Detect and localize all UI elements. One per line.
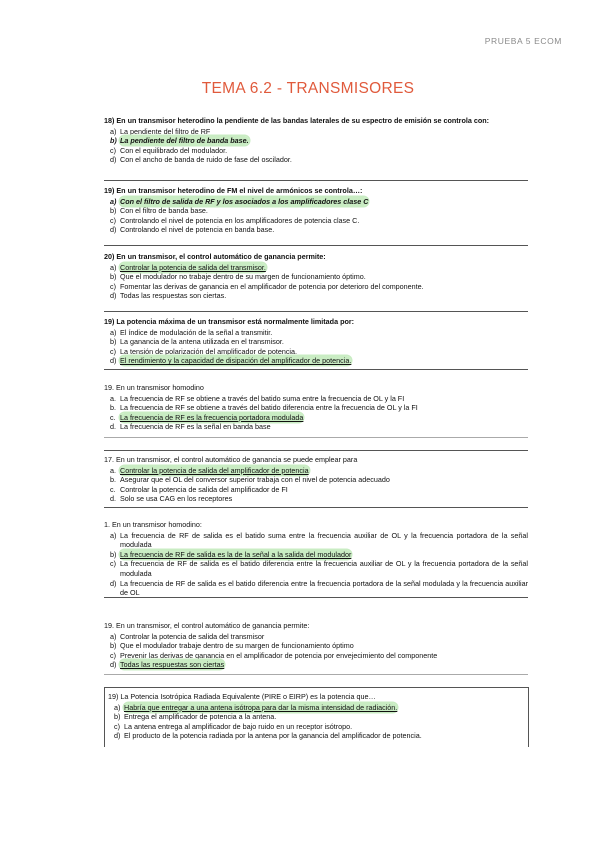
option-d: d) Con el ancho de banda de ruido de fase del oscilador. xyxy=(110,155,292,165)
question-block-9 xyxy=(108,692,524,741)
question-text: 17. En un transmisor, el control automático de ganancia se puede emplear para xyxy=(104,455,358,464)
block-divider xyxy=(104,687,528,688)
option-a-answer: a) Con el filtro de salida de RF y los asociados a los amplificadores clase C xyxy=(110,196,369,206)
option-d: d) La frecuencia de RF de salida es el batido diferencia entre la frecuencia portadora de la señal modulada y la frecuencia auxiliar de OL xyxy=(110,578,528,598)
option-b: b) Con el filtro de banda base. xyxy=(110,206,208,216)
option-a: a) El índice de modulación de la señal a transmitir. xyxy=(110,327,273,337)
option-c: c) La antena entrega al amplificador de bajo ruido en un receptor isótropo. xyxy=(114,721,353,731)
option-a-answer: a) Controlar la potencia de salida del transmisor. xyxy=(110,262,266,272)
block-divider xyxy=(104,597,528,598)
question-text: 19. En un transmisor homodino xyxy=(104,383,204,392)
option-d: d. Solo se usa CAG en los receptores xyxy=(110,494,233,504)
option-b: b. La frecuencia de RF se obtiene a través del batido diferencia entre la frecuencia de OL y la FI xyxy=(110,403,418,413)
option-d-answer: d) El rendimiento y la capacidad de disipación del amplificador de potencia. xyxy=(110,356,352,366)
block-divider xyxy=(104,437,528,438)
question-text: 20) En un transmisor, el control automático de ganancia permite: xyxy=(104,252,326,261)
option-c: c) La tensión de polarización del amplificador de potencia. xyxy=(110,346,298,356)
option-a: a. La frecuencia de RF se obtiene a través del batido suma entre la frecuencia de OL y la FI xyxy=(110,393,405,403)
question-text: 18) En un transmisor heterodino la pendiente de las bandas laterales de su espectro de emisión se controla con: xyxy=(104,116,490,125)
option-b: b) Que el modulador no trabaje dentro de su margen de funcionamiento óptimo. xyxy=(110,272,366,282)
page-header: PRUEBA 5 ECOM xyxy=(484,36,562,46)
question-block-3 xyxy=(104,252,528,301)
option-c: c) Prevenir las derivas de ganancia en el amplificador de potencia por envejecimiento del componente xyxy=(110,650,438,660)
option-d: d) El producto de la potencia radiada por la antena por la ganancia del amplificador de potencia. xyxy=(114,731,422,741)
question-block-2 xyxy=(104,186,528,235)
option-a-answer: a) Habría que entregar a una antena isótropa para dar la misma intensidad de radiación. xyxy=(114,702,398,712)
frame-left-edge xyxy=(104,687,105,747)
option-c: c) Controlando el nivel de potencia en los amplificadores de potencia clase C. xyxy=(110,215,360,225)
question-text: 19. En un transmisor, el control automático de ganancia permite: xyxy=(104,621,310,630)
question-text: 19) La potencia máxima de un transmisor está normalmente limitada por: xyxy=(104,317,355,326)
block-divider xyxy=(104,311,528,312)
option-b-answer: b) La frecuencia de RF de salida es la de la señal a la salida del modulador xyxy=(110,549,352,559)
question-block-4 xyxy=(104,317,528,366)
block-divider xyxy=(104,507,528,508)
question-block-1 xyxy=(104,116,528,165)
option-a: a) Controlar la potencia de salida del transmisor xyxy=(110,631,265,641)
block-divider xyxy=(104,245,528,246)
option-a-answer: a. Controlar la potencia de salida del amplificador de potencia xyxy=(110,465,309,475)
question-text: 19) La Potencia Isotrópica Radiada Equivalente (PIRE o EIRP) es la potencia que… xyxy=(108,692,376,701)
block-divider xyxy=(104,450,528,451)
option-c-answer: c. La frecuencia de RF es la frecuencia portadora modulada xyxy=(110,412,304,422)
question-block-5 xyxy=(104,383,528,432)
question-text: 19) En un transmisor heterodino de FM el nivel de armónicos se controla…: xyxy=(104,186,363,195)
option-b: b) Que el modulador trabaje dentro de su margen de funcionamiento óptimo xyxy=(110,641,354,651)
question-block-7 xyxy=(104,520,528,598)
frame-right-edge xyxy=(528,687,529,747)
option-b-answer: b) La pendiente del filtro de banda base. xyxy=(110,136,249,146)
block-divider xyxy=(104,369,528,370)
option-d-answer: d) Todas las respuestas son ciertas xyxy=(110,660,225,670)
option-d: d. La frecuencia de RF es la señal en banda base xyxy=(110,422,271,432)
option-b: b) Entrega el amplificador de potencia a la antena. xyxy=(114,712,277,722)
block-divider xyxy=(104,180,528,181)
option-c: c) Fomentar las derivas de ganancia en el amplificador de potencia por deterioro del componente. xyxy=(110,281,424,291)
option-c: c) La frecuencia de RF de salida es el batido diferencia entre la frecuencia auxiliar de OL y la frecuencia portadora de la señal modulada xyxy=(110,559,528,578)
option-b: b. Asegurar que el OL del conversor superior trabaja con el nivel de potencia adecuado xyxy=(110,475,390,485)
question-text: 1. En un transmisor homodino: xyxy=(104,520,202,529)
option-c: c. Controlar la potencia de salida del amplificador de FI xyxy=(110,484,288,494)
option-a: a) La frecuencia de RF de salida es el batido suma entre la frecuencia auxiliar de OL y la frecuencia portadora de la señal modulada xyxy=(110,530,528,550)
page-title: TEMA 6.2 - TRANSMISORES xyxy=(201,80,415,97)
option-a: a) La pendiente del filtro de RF xyxy=(110,126,211,136)
option-c: c) Con el equilibrado del modulador. xyxy=(110,145,228,155)
option-b: b) La ganancia de la antena utilizada en el transmisor. xyxy=(110,337,284,347)
option-d: d) Todas las respuestas son ciertas. xyxy=(110,291,227,301)
question-block-8 xyxy=(104,621,528,670)
option-d: d) Controlando el nivel de potencia en banda base. xyxy=(110,225,275,235)
block-divider xyxy=(104,674,528,675)
question-block-6 xyxy=(104,455,528,504)
